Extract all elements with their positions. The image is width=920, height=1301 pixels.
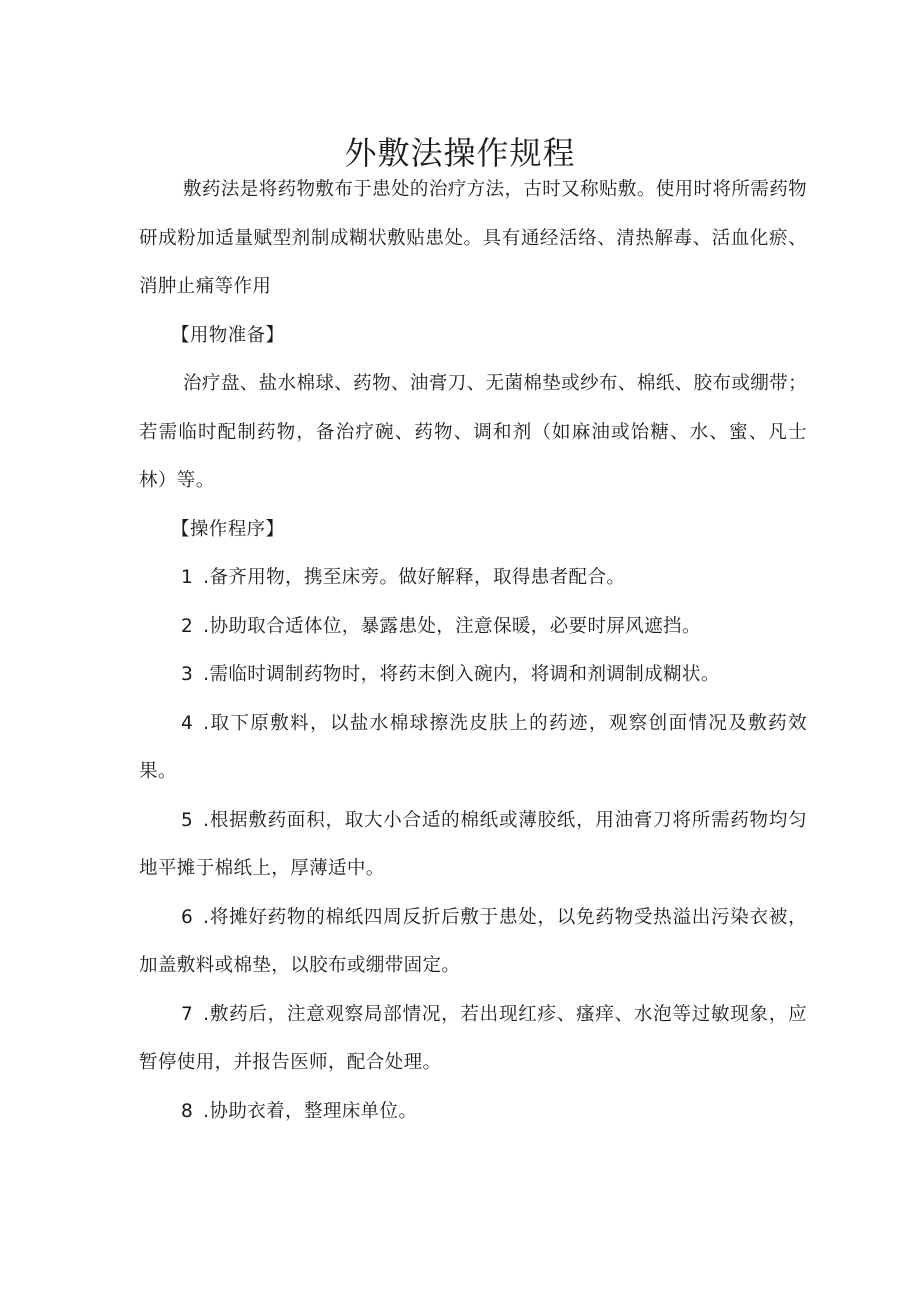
step-number: 3 (181, 664, 194, 685)
step-number: 5 (181, 809, 194, 831)
step-number: 1 (181, 567, 194, 588)
procedure-step (139, 554, 807, 603)
step-text: .敷药后，注意观察局部情况，若出现红疹、瘙痒、水泡等过敏现象，应暂停使用，并报告医师，配合处理。 (139, 1003, 807, 1073)
procedure-step (139, 797, 807, 894)
procedure-step (139, 1088, 807, 1137)
materials-heading: 【用物准备】 (171, 324, 285, 346)
step-number: 8 (181, 1100, 194, 1122)
materials-paragraph: 治疗盘、盐水棉球、药物、油膏刀、无菌棉垫或纱布、棉纸、胶布或绷带；若需临时配制药物，备治疗碗、药物、调和剂（如麻油或饴糖、水、蜜、凡士林）等。 (139, 373, 807, 491)
step-text: .根据敷药面积，取大小合适的棉纸或薄胶纸，用油膏刀将所需药物均匀地平摊于棉纸上，厚薄适中。 (139, 809, 807, 879)
procedure-step (139, 603, 807, 652)
step-text: .协助衣着，整理床单位。 (203, 1100, 418, 1122)
intro-paragraph: 敷药法是将药物敷布于患处的治疗方法，古时又称贴敷。使用时将所需药物研成粉加适量赋型剂制成糊状敷贴患处。具有通经活络、清热解毒、活血化瘀、消肿止痛等作用 (139, 179, 807, 297)
document-body (139, 166, 807, 1136)
step-text: .将摊好药物的棉纸四周反折后敷于患处，以免药物受热溢出污染衣被，加盖敷料或棉垫，以胶布或绷带固定。 (139, 906, 807, 976)
step-text: .取下原敷料，以盐水棉球擦洗皮肤上的药迹，观察创面情况及敷药效果。 (139, 712, 807, 782)
document-title: 外敷法操作规程 (344, 134, 576, 173)
procedure-heading: 【操作程序】 (171, 518, 285, 540)
procedure-step (139, 700, 807, 797)
step-text: .协助取合适体位，暴露患处，注意保暖，必要时屏风遮挡。 (203, 615, 701, 637)
procedure-step (139, 894, 807, 991)
step-number: 6 (181, 906, 194, 928)
step-text: .需临时调制药物时，将药末倒入碗内，将调和剂调制成糊状。 (203, 664, 720, 685)
step-number: 2 (181, 615, 194, 637)
step-number: 4 (181, 712, 194, 734)
procedure-step (139, 651, 807, 700)
procedure-step (139, 991, 807, 1088)
step-number: 7 (181, 1003, 194, 1025)
step-text: .备齐用物，携至床旁。做好解释，取得患者配合。 (203, 567, 626, 588)
